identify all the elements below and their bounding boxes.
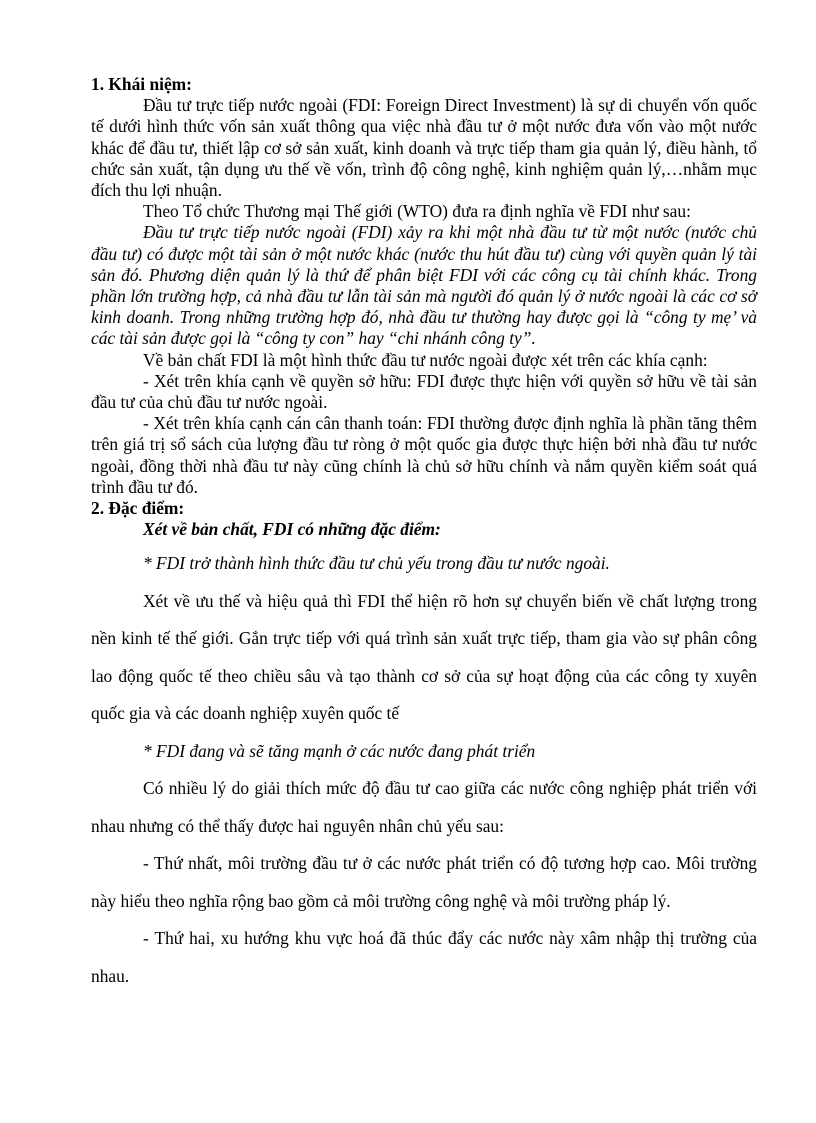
section-1-heading: 1. Khái niệm: (91, 74, 192, 94)
section-2-body (91, 545, 757, 995)
second-reason: - Thứ hai, xu hướng khu vực hoá đã thúc đẩy các nước này xâm nhập thị trường của nhau. (91, 928, 757, 986)
wto-definition-quote: Đầu tư trực tiếp nước ngoài (FDI) xảy ra khi một nhà đầu tư từ một nước (nước chủ đầu tư) có được một tài sản ở một nước khác (nước thu hút đầu tư) cùng với quyền quản lý tài sản đó. Phương diện quản lý là thứ để phân biệt FDI với các công cụ tài chính khác. Trong phần lớn trường hợp, cả nhà đầu tư lẫn tài sản mà người đó quản lý ở nước ngoài là các cơ sở kinh doanh. Trong những trường hợp đó, nhà đầu tư thường hay được gọi là “công ty mẹ’ và các tài sản được gọi là “công ty con” hay “chi nhánh công ty”. (91, 222, 757, 349)
first-reason: - Thứ nhất, môi trường đầu tư ở các nước phát triển có độ tương hợp cao. Môi trường này hiểu theo nghĩa rộng bao gồm cả môi trường công nghệ và môi trường pháp lý. (91, 853, 757, 911)
ownership-aspect: - Xét trên khía cạnh về quyền sở hữu: FDI được thực hiện với quyền sở hữu về tài sản đầu tư của chủ đầu tư nước ngoài. (91, 370, 757, 413)
feature-point-1: * FDI trở thành hình thức đầu tư chủ yếu trong đầu tư nước ngoài. (143, 553, 610, 574)
feature-point-2: * FDI đang và sẽ tăng mạnh ở các nước đang phát triển (143, 740, 536, 761)
section-2-subheading: Xét về bản chất, FDI có những đặc điểm: (143, 519, 441, 540)
balance-of-payments-aspect: - Xét trên khía cạnh cán cân thanh toán: FDI thường được định nghĩa là phần tăng thêm trên giá trị sổ sách của lượng đầu tư ròng ở một quốc gia được thực hiện bởi nhà đầu tư nước ngoài, đồng thời nhà đầu tư này cũng chính là chủ sở hữu chính và nắm quyền kiểm soát quá trình đầu tư đó. (91, 413, 757, 497)
section-2-heading: 2. Đặc điểm: (91, 498, 185, 519)
section-2-paragraph-2: Có nhiều lý do giải thích mức độ đầu tư cao giữa các nước công nghiệp phát triển với nhau nhưng có thể thấy được hai nguyên nhân chủ yếu sau: (91, 778, 757, 836)
document-page (91, 74, 757, 995)
section-1-paragraph-2: Theo Tổ chức Thương mại Thế giới (WTO) đưa ra định nghĩa về FDI như sau: (143, 201, 691, 222)
section-1-paragraph-3: Về bản chất FDI là một hình thức đầu tư nước ngoài được xét trên các khía cạnh: (143, 349, 708, 370)
section-1-paragraph-1: Đầu tư trực tiếp nước ngoài (FDI: Foreign Direct Investment) là sự di chuyển vốn quốc tế dưới hình thức vốn sản xuất thông qua việc nhà đầu tư ở một nước đưa vốn vào một nước khác để đầu tư, thiết lập cơ sở sản xuất, kinh doanh và trực tiếp tham gia quản lý, điều hành, tổ chức sản xuất, tận dụng ưu thế về vốn, trình độ công nghệ, kinh nghiệm quản lý,…nhằm mục đích thu lợi nhuận. (91, 95, 757, 201)
section-2-paragraph-1: Xét về ưu thế và hiệu quả thì FDI thể hiện rõ hơn sự chuyển biến về chất lượng trong nền kinh tế thế giới. Gắn trực tiếp với quá trình sản xuất trực tiếp, tham gia vào sự phân công lao động quốc tế theo chiều sâu và tạo thành cơ sở của sự hoạt động của các công ty xuyên quốc gia và các doanh nghiệp xuyên quốc tế (91, 590, 757, 724)
